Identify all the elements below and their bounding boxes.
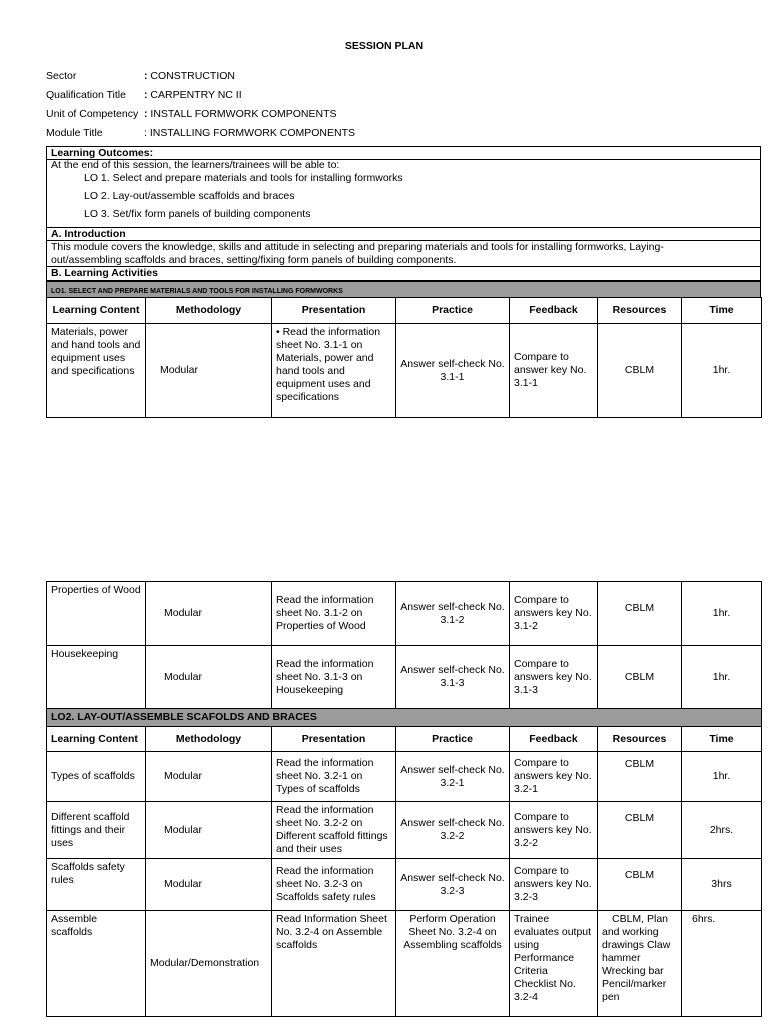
cell-method: Modular/Demonstration — [146, 911, 272, 1017]
learning-outcomes-intro: At the end of this session, the learners/trainees will be able to: — [51, 159, 340, 171]
cell-method: Modular — [146, 752, 272, 802]
cell-resources: CBLM — [598, 324, 682, 418]
cell-presentation: Read the information sheet No. 3.2-2 on Different scaffold fittings and their uses — [272, 802, 396, 859]
cell-practice: Answer self-check No. 3.1-2 — [396, 582, 510, 646]
meta-label: Qualification Title — [46, 89, 126, 101]
meta-unit — [46, 108, 337, 122]
col-header: Methodology — [146, 298, 272, 324]
cell-resources: CBLM, Plan and working drawings Claw hammer Wrecking bar Pencil/marker pen — [598, 911, 682, 1017]
cell-presentation: • Read the information sheet No. 3.1-1 on Materials, power and hand tools and equipment uses and specifications — [272, 324, 396, 418]
meta-sep: : — [144, 89, 148, 101]
activities-table-part2 — [46, 581, 762, 1017]
page-title: SESSION PLAN — [344, 40, 424, 52]
cell-practice: Perform Operation Sheet No. 3.2-4 on Assembling scaffolds — [396, 911, 510, 1017]
cell-feedback: Compare to answers key No. 3.1-2 — [510, 582, 598, 646]
col-header: Feedback — [510, 298, 598, 324]
col-header: Learning Content — [47, 727, 146, 752]
cell-resources: CBLM — [598, 802, 682, 859]
cell-method: Modular — [146, 859, 272, 911]
col-header: Resources — [598, 298, 682, 324]
cell-resources: CBLM — [598, 859, 682, 911]
cell-time: 1hr. — [682, 324, 762, 418]
table-row — [47, 582, 762, 646]
col-header: Presentation — [272, 727, 396, 752]
cell-resources: CBLM — [598, 582, 682, 646]
meta-sep: : — [144, 127, 147, 139]
cell-practice: Answer self-check No. 3.1-3 — [396, 646, 510, 709]
table-row — [47, 911, 762, 1017]
cell-presentation: Read the information sheet No. 3.1-2 on Properties of Wood — [272, 582, 396, 646]
cell-resources: CBLM — [598, 752, 682, 802]
cell-practice: Answer self-check No. 3.2-1 — [396, 752, 510, 802]
table-row — [47, 859, 762, 911]
cell-feedback: Compare to answers key No. 3.2-3 — [510, 859, 598, 911]
cell-feedback: Compare to answers key No. 3.2-2 — [510, 802, 598, 859]
cell-feedback: Compare to answers key No. 3.2-1 — [510, 752, 598, 802]
lo1-band-label: LO1. SELECT AND PREPARE MATERIALS AND TOOLS FOR INSTALLING FORMWORKS — [51, 288, 343, 295]
cell-time: 1hr. — [682, 582, 762, 646]
meta-module — [46, 127, 355, 141]
cell-time: 3hrs — [682, 859, 762, 911]
meta-value: INSTALL FORMWORK COMPONENTS — [150, 108, 337, 120]
col-header: Time — [682, 727, 762, 752]
cell-feedback: Trainee evaluates output using Performance Criteria Checklist No. 3.2-4 — [510, 911, 598, 1017]
cell-presentation: Read the information sheet No. 3.2-1 on Types of scaffolds — [272, 752, 396, 802]
cell-content: Different scaffold fittings and their uses — [47, 802, 146, 859]
lo-item: LO 3. Set/fix form panels of building components — [84, 208, 311, 220]
cell-presentation: Read the information sheet No. 3.2-3 on Scaffolds safety rules — [272, 859, 396, 911]
cell-presentation: Read the information sheet No. 3.1-3 on Housekeeping — [272, 646, 396, 709]
meta-value: CARPENTRY NC II — [150, 89, 242, 101]
activities-table-part1 — [46, 297, 762, 418]
cell-content: Materials, power and hand tools and equipment uses and specifications — [47, 324, 146, 418]
learning-outcomes-heading: Learning Outcomes: — [51, 147, 154, 159]
cell-presentation: Read Information Sheet No. 3.2-4 on Assemble scaffolds — [272, 911, 396, 1017]
table-row — [47, 324, 762, 418]
cell-content: Properties of Wood — [47, 582, 146, 646]
cell-time: 6hrs. — [682, 911, 762, 1017]
cell-time: 2hrs. — [682, 802, 762, 859]
cell-method: Modular — [146, 646, 272, 709]
col-header: Learning Content — [47, 298, 146, 324]
meta-label: Module Title — [46, 127, 103, 139]
col-header: Methodology — [146, 727, 272, 752]
meta-label: Sector — [46, 70, 77, 82]
table-row — [47, 752, 762, 802]
cell-practice: Answer self-check No. 3.1-1 — [396, 324, 510, 418]
cell-method: Modular — [146, 324, 272, 418]
table-header-row — [47, 298, 762, 324]
introduction-text-line: This module covers the knowledge, skills and attitude in selecting and preparing materials and tools for installing formworks, Laying- — [51, 241, 664, 253]
col-header: Resources — [598, 727, 682, 752]
meta-sep: : — [144, 70, 148, 82]
introduction-heading-box — [46, 227, 761, 241]
cell-resources: CBLM — [598, 646, 682, 709]
lo-item: LO 2. Lay-out/assemble scaffolds and braces — [84, 190, 295, 202]
cell-content: Scaffolds safety rules — [47, 859, 146, 911]
col-header: Presentation — [272, 298, 396, 324]
introduction-text-box — [46, 240, 761, 267]
lo1-band — [46, 281, 761, 298]
cell-content: Assemble scaffolds — [47, 911, 146, 1017]
cell-method: Modular — [146, 582, 272, 646]
cell-content: Housekeeping — [47, 646, 146, 709]
cell-practice: Answer self-check No. 3.2-3 — [396, 859, 510, 911]
table-header-row — [47, 727, 762, 752]
table-row — [47, 646, 762, 709]
col-header: Time — [682, 298, 762, 324]
activities-heading-box — [46, 266, 761, 281]
cell-feedback: Compare to answers key No. 3.1-3 — [510, 646, 598, 709]
lo2-band: LO2. LAY-OUT/ASSEMBLE SCAFOLDS AND BRACES — [47, 709, 762, 727]
col-header: Feedback — [510, 727, 598, 752]
lo-item: LO 1. Select and prepare materials and tools for installing formworks — [84, 172, 403, 184]
cell-time: 1hr. — [682, 646, 762, 709]
col-header: Practice — [396, 298, 510, 324]
table-row — [47, 802, 762, 859]
meta-label: Unit of Competency — [46, 108, 139, 120]
meta-qualification — [46, 89, 242, 103]
cell-time: 1hr. — [682, 752, 762, 802]
introduction-heading: A. Introduction — [51, 228, 126, 240]
cell-content: Types of scaffolds — [47, 752, 146, 802]
cell-practice: Answer self-check No. 3.2-2 — [396, 802, 510, 859]
col-header: Practice — [396, 727, 510, 752]
meta-sector — [46, 70, 235, 84]
meta-value: INSTALLING FORMWORK COMPONENTS — [149, 127, 355, 139]
meta-sep: : — [144, 108, 148, 120]
lo2-band-row — [47, 709, 762, 727]
cell-feedback: Compare to answer key No. 3.1-1 — [510, 324, 598, 418]
cell-method: Modular — [146, 802, 272, 859]
meta-value: CONSTRUCTION — [150, 70, 236, 82]
activities-heading: B. Learning Activities — [51, 267, 158, 279]
introduction-text-line: out/assembling scaffolds and braces, setting/fixing form panels of building components. — [51, 254, 457, 266]
